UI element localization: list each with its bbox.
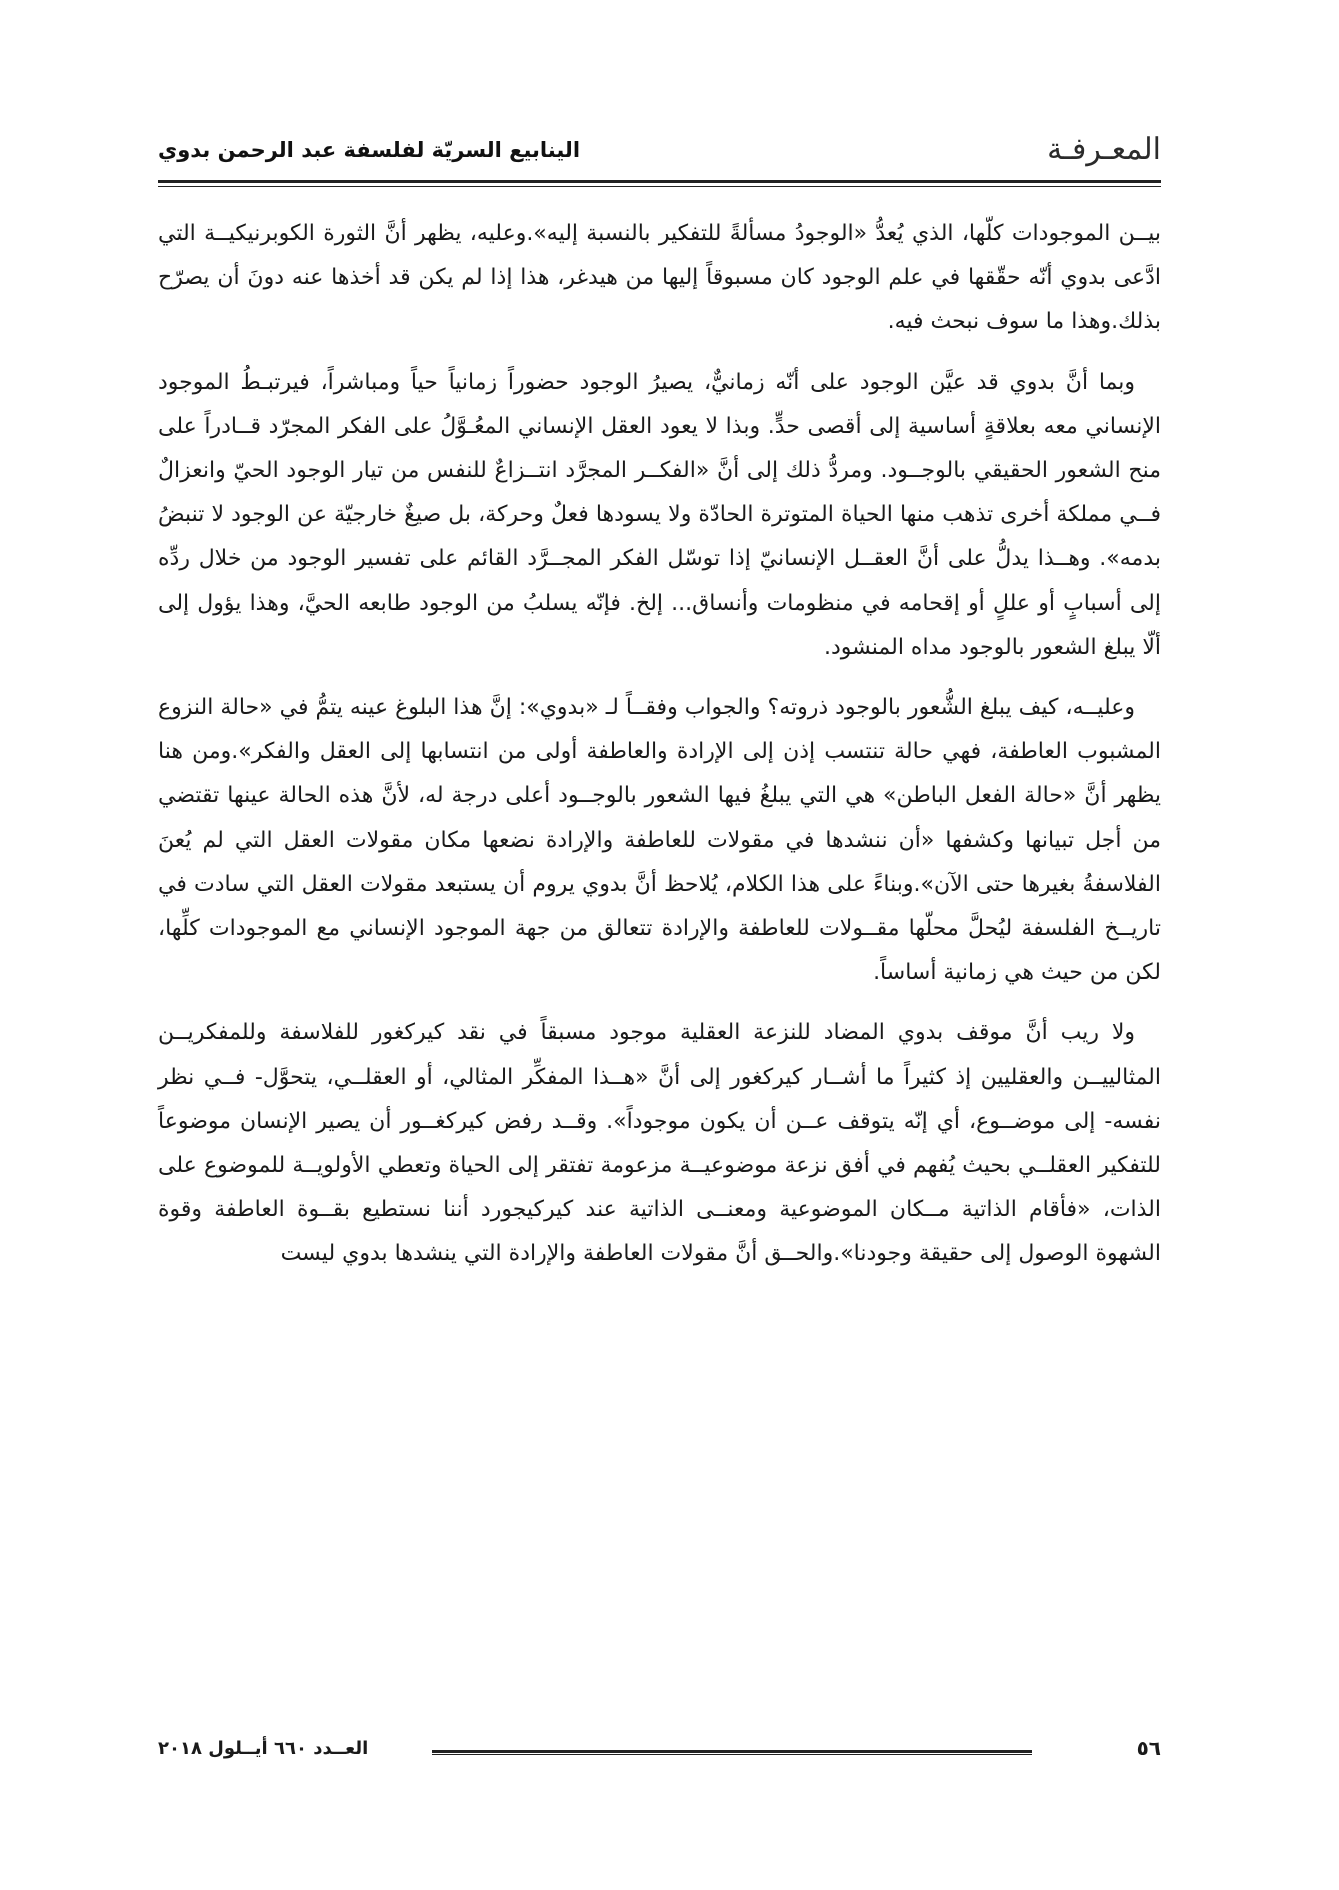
- page-number: ٥٦: [1136, 1736, 1161, 1760]
- paragraph-3: وعليــه، كيف يبلغ الشُّعور بالوجود ذروته؟ والجواب وفقــاً لـ «بدوي»: إنَّ هذا البلوغ عينه يتمُّ في «حالة النزوع المشبوب العاطفة، فهي حالة تنتسب إذن إلى الإرادة والعاطفة أولى من انتسابها إلى العقل والفكر».ومن هنا يظهر أنَّ «حالة الفعل الباطن» هي التي يبلغُ فيها الشعور بالوجــود أعلى درجة له، لأنَّ هذه الحالة عينها تقتضي من أجل تبيانها وكشفها «أن ننشدها في مقولات للعاطفة والإرادة نضعها مكان مقولات العقل التي لم يُعنَ الفلاسفةُ بغيرها حتى الآن».وبناءً على هذا الكلام، يُلاحظ أنَّ بدوي يروم أن يستبعد مقولات العقل التي سادت في تاريــخ الفلسفة ليُحلَّ محلّها مقــولات للعاطفة والإرادة تتعالق من جهة الموجود الإنساني مع الموجودات كلِّها، لكن من حيث هي زمانية أساساً.: [158, 695, 1161, 986]
- journal-logo: المعـرفـة: [1047, 132, 1161, 167]
- paragraph-4: ولا ريب أنَّ موقف بدوي المضاد للنزعة العقلية موجود مسبقاً في نقد كيركغور للفلاسفة وللمفكريــن المثالييــن والعقليين إذ كثيراً ما أشــار كيركغور إلى أنَّ «هــذا المفكِّر المثالي، أو العقلــي، يتحوَّل- فــي نظر نفسه- إلى موضــوع، أي إنّه يتوقف عــن أن يكون موجوداً». وقــد رفض كيركغــور أن يصير الإنسان موضوعاً للتفكير العقلــي بحيث يُفهم في أفق نزعة موضوعيــة مزعومة تفتقر إلى الحياة وتعطي الأولويــة للموضوع على الذات، «فأقام الذاتية مــكان الموضوعية ومعنــى الذاتية عند كيركيجورد أننا نستطيع بقــوة العاطفة وقوة الشهوة الوصول إلى حقيقة وجودنا».والحــق أنَّ مقولات العاطفة والإرادة التي ينشدها بدوي ليست: [158, 1020, 1161, 1267]
- header-rule-thin: [158, 186, 1161, 187]
- running-title: الينابيع السريّة لفلسفة عبد الرحمن بدوي: [158, 138, 581, 162]
- footer-rule: [432, 1750, 1032, 1755]
- paragraph-1: بيــن الموجودات كلّها، الذي يُعدُّ «الوجودُ مسألةً للتفكير بالنسبة إليه».وعليه، يظهر أنَّ الثورة الكوبرنيكيــة التي ادَّعى بدوي أنّه حقّقها في علم الوجود كان مسبوقاً إليها من هيدغر، هذا إذا لم يكن قد أخذها عنه دونَ أن يصرّح بذلك.وهذا ما سوف نبحث فيه.: [158, 221, 1161, 335]
- paragraph-2: وبما أنَّ بدوي قد عيَّن الوجود على أنّه زمانيٌّ، يصيرُ الوجود حضوراً زمانياً حياً ومباشراً، فيرتبـطُ الموجود الإنساني معه بعلاقةٍ أساسية إلى أقصى حدٍّ. وبذا لا يعود العقل الإنساني المعُـوَّلُ على الفكر المجرّد قــادراً على منح الشعور الحقيقي بالوجــود. ومردُّ ذلك إلى أنَّ «الفكــر المجرَّد انتــزاعٌ للنفس من تيار الوجود الحيّ وانعزالٌ فــي مملكة أخرى تذهب منها الحياة المتوترة الحادّة ولا يسودها فعلٌ وحركة، بل صيغٌ خارجيّة عن الوجود لا تنبضُ بدمه». وهــذا يدلُّ على أنَّ العقــل الإنسانيّ إذا توسّل الفكر المجــرَّد القائم على تفسير الوجود من خلال ردِّه إلى أسبابٍ أو عللٍ أو إقحامه في منظومات وأنساق... إلخ. فإنّه يسلبُ من الوجود طابعه الحيَّ، وهذا يؤول إلى ألّا يبلغ الشعور بالوجود مداه المنشود.: [158, 369, 1161, 660]
- article-body: [158, 212, 1161, 1293]
- page-header: [158, 128, 1161, 174]
- header-rule: [158, 180, 1161, 183]
- issue-info: العــدد ٦٦٠ أيــلول ٢٠١٨: [158, 1738, 369, 1759]
